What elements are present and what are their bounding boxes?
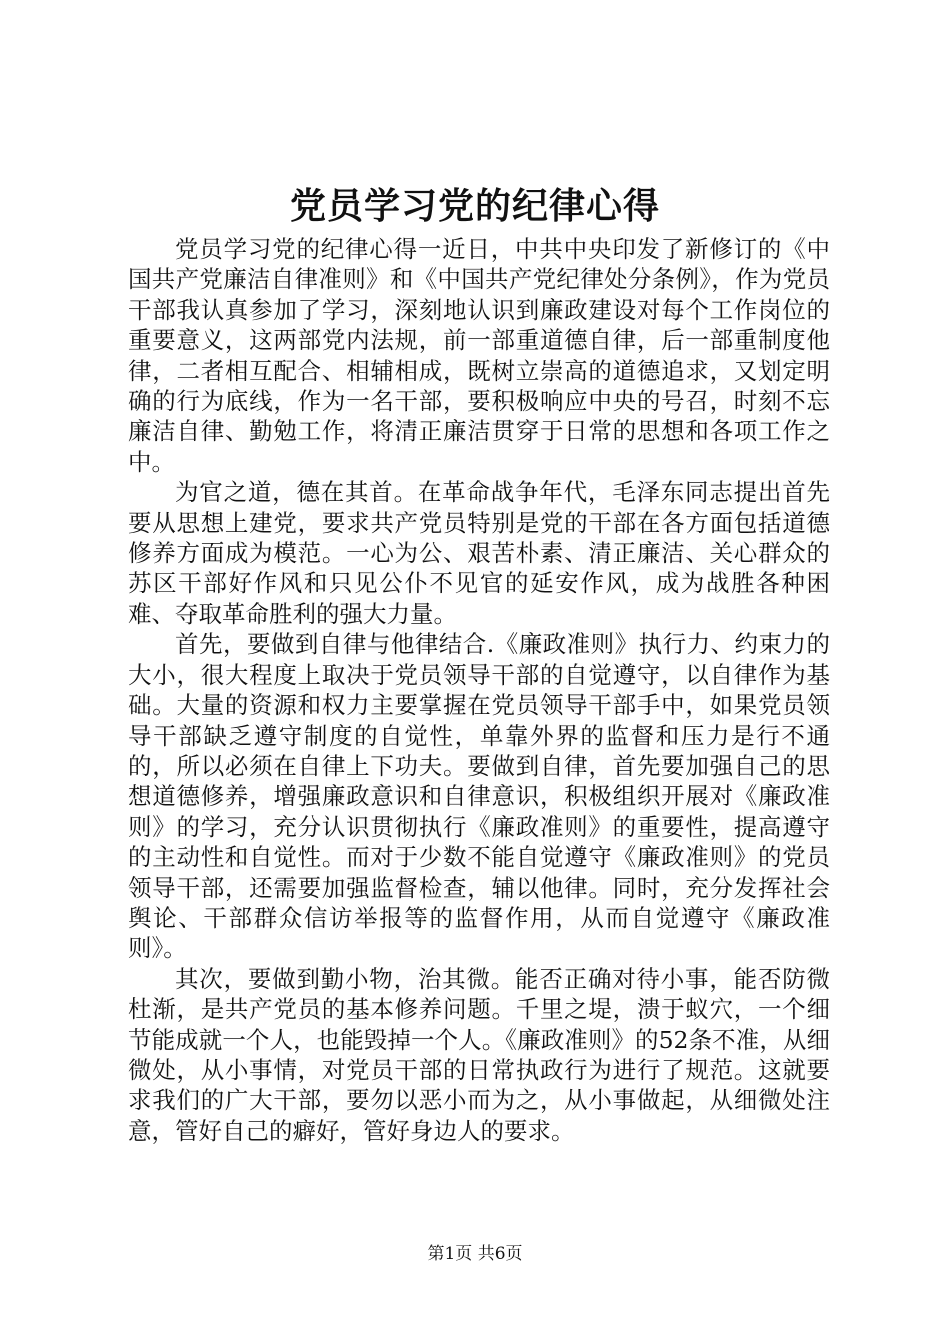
paragraph: 首先，要做到自律与他律结合.《廉政准则》执行力、约束力的大小，很大程度上取决于党员领导干部的自觉遵守，以自律作为基础。大量的资源和权力主要掌握在党员领导干部手中，如果党员领导干部缺乏遵守制度的自觉性，单靠外界的监督和压力是行不通的，所以必须在自律上下功夫。要做到自律，首先要加强自己的思想道德修养，增强廉政意识和自律意识，积极组织开展对《廉政准则》的学习，充分认识贯彻执行《廉政准则》的重要性，提高遵守的主动性和自觉性。而对于少数不能自觉遵守《廉政准则》的党员领导干部，还需要加强监督检查，辅以他律。同时，充分发挥社会舆论、干部群众信访举报等的监督作用，从而自觉遵守《廉政准则》。 bbox=[128, 630, 830, 963]
document-body bbox=[128, 234, 830, 1146]
paragraph: 党员学习党的纪律心得一近日，中共中央印发了新修订的《中国共产党廉洁自律准则》和《中国共产党纪律处分条例》，作为党员干部我认真参加了学习，深刻地认识到廉政建设对每个工作岗位的重要意义，这两部党内法规，前一部重道德自律，后一部重制度他律，二者相互配合、相辅相成，既树立崇高的道德追求，又划定明确的行为底线，作为一名干部，要积极响应中央的号召，时刻不忘廉洁自律、勤勉工作，将清正廉洁贯穿于日常的思想和各项工作之中。 bbox=[128, 235, 830, 476]
document-title: 党员学习党的纪律心得 bbox=[289, 186, 660, 227]
page-footer: 第1页 共6页 bbox=[427, 1244, 523, 1264]
paragraph: 其次，要做到勤小物，治其微。能否正确对待小事，能否防微杜渐，是共产党员的基本修养问题。千里之堤，溃于蚁穴，一个细节能成就一个人，也能毁掉一个人。《廉政准则》的52条不准，从细微处，从小事情，对党员干部的日常执政行为进行了规范。这就要求我们的广大干部，要勿以恶小而为之，从小事做起，从细微处注意，管好自己的癖好，管好身边人的要求。 bbox=[128, 964, 830, 1145]
paragraph: 为官之道，德在其首。在革命战争年代，毛泽东同志提出首先要从思想上建党，要求共产党员特别是党的干部在各方面包括道德修养方面成为模范。一心为公、艰苦朴素、清正廉洁、关心群众的苏区干部好作风和只见公仆不见官的延安作风，成为战胜各种困难、夺取革命胜利的强大力量。 bbox=[128, 478, 830, 628]
